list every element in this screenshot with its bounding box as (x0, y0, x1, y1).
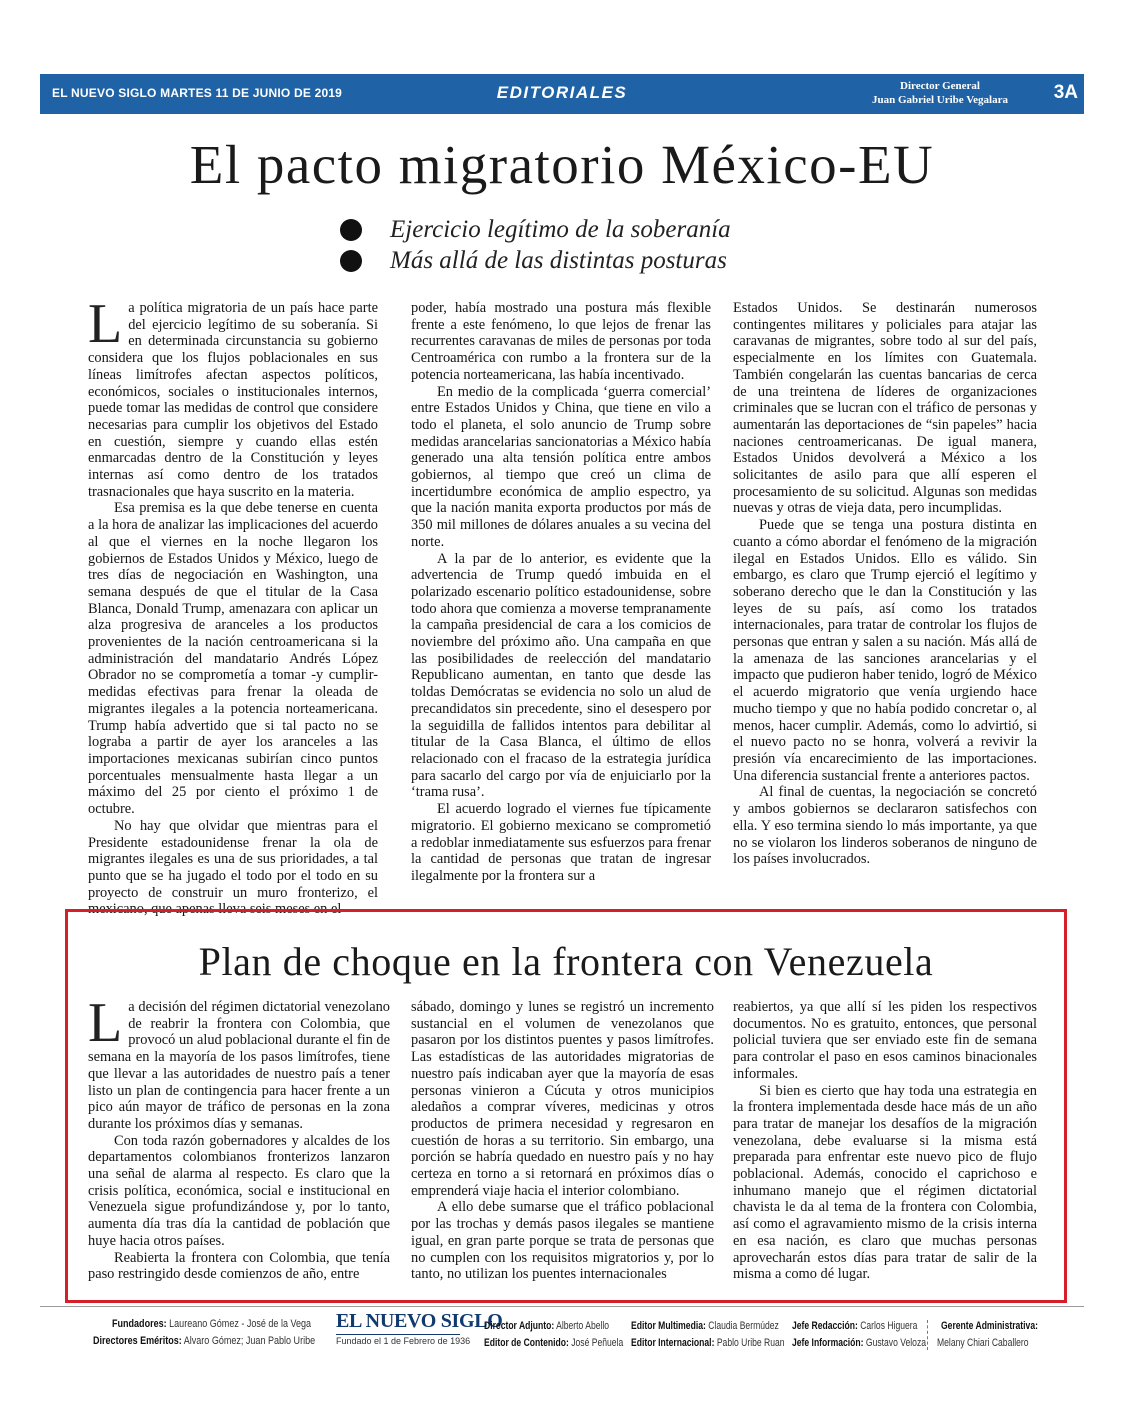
paragraph: a política migratoria de un país hace parte del ejercicio legítimo de su soberanía. Si en determinada circunstancia su gobierno considera que los flujos poblacionales en sus líneas limítrofes afectan aspectos políticos, económicos, sociales o institucionales internos, puede tomar las medidas de control que considere necesarias para cumplir los objetivos del Estado en cuestión, siempre y cuando ellas estén enmarcadas dentro de la Constitución y leyes internas así como dentro de los tratados trasnacionales que haya suscrito en la materia. (88, 300, 378, 500)
founders-label: Fundadores: (112, 1318, 167, 1330)
editorial2-headline: Plan de choque en la frontera con Venezuela (198, 939, 934, 984)
paragraph: a decisión del régimen dictatorial venezolano de reabrir la frontera con Colombia, que provocó un alud poblacional durante el fin de semana en la mayoría de los pasos limítrofes, tiene que llevar a las autoridades de nuestro país a tener listo un plan de contingencia para hacer frente a un pico aún mayor de tráfico de personas en la zona durante los próximos días y semanas. (88, 999, 390, 1132)
emeritus-label: Directores Eméritos: (93, 1335, 182, 1347)
director-adjunto-credit (484, 1320, 609, 1332)
credit-name: Pablo Uribe Ruan (716, 1337, 785, 1349)
drop-cap: L (88, 293, 123, 355)
paragraph: sábado, domingo y lunes se registró un incremento sustancial en el volumen de venezolanos que pasaron por los distintos puentes y pasos limítrofes. Las estadísticas de las autoridades migratorias de nuestro país indicaban ayer que la mayoría de esas personas vinieron a Cúcuta y otros municipios aledaños a comprar víveres, medicinas y otros productos de primera necesidad y regresaron en cuestión de horas a su territorio. Sin embargo, una porción se habría quedado en nuestro país y no hay certeza en torno a si retornará en próximos días o emprenderá viaje hacia el interior colombiano. (411, 999, 714, 1199)
subhead-text: Ejercicio legítimo de la soberanía (390, 216, 731, 243)
paragraph: Estados Unidos. Se destinarán numerosos contingentes militares y policiales para atajar las caravanas de migrantes, sobre todo al sur del país, especialmente en los límites con Guatemala. También congelarán las cuentas bancarias de cerca de una treintena de líderes de organizaciones criminales que se lucran con el tráfico de personas y aumentarán las deportaciones de “sin papeles” hacia naciones centroamericanas. De igual manera, Estados Unidos devolverá a México a los solicitantes de asilo para que allí esperen el procesamiento de su solicitud. Algunas son medidas nuevas y otras de vieja data, pero incumplidas. (733, 300, 1037, 517)
editor-internacional-credit (631, 1337, 785, 1349)
masthead-date: EL NUEVO SIGLO MARTES 11 DE JUNIO DE 2019 (52, 86, 343, 100)
paragraph: No hay que olvidar que mientras para el Presidente estadounidense frenar la ola de migrantes ilegales es una de sus prioridades, a tal punto que se ha jugado el todo por el todo en su proyecto de construir un muro fronterizo, el mexicano, que apenas lleva seis meses en el (88, 817, 378, 918)
footer-divider (927, 1320, 928, 1350)
credit-name: Claudia Bermúdez (708, 1320, 779, 1332)
credit-label: Gerente Administrativa: (941, 1320, 1038, 1332)
founded-date: Fundado el 1 de Febrero de 1936 (336, 1336, 471, 1346)
bullet-icon (340, 250, 362, 272)
editorial-headline: El pacto migratorio México-EU (189, 134, 935, 195)
credit-name: Carlos Higuera (860, 1320, 918, 1332)
credit-label: Director Adjunto: (484, 1320, 555, 1332)
credit-name: Gustavo Veloza (865, 1337, 927, 1349)
editor-multimedia-credit (631, 1320, 779, 1332)
masthead-bar (40, 74, 1084, 114)
credit-label: Jefe Redacción: (792, 1320, 858, 1332)
gerente-name: Melany Chiari Caballero (937, 1337, 1029, 1349)
gerente-label (941, 1320, 1038, 1332)
credit-label: Editor de Contenido: (484, 1337, 569, 1349)
credit-label: Editor Internacional: (631, 1337, 715, 1349)
jefe-informacion-credit (792, 1337, 926, 1349)
paragraph: reabiertos, ya que allí sí les piden los respectivos documentos. No es gratuito, entonces, que personal policial tuviera que ser enviado este fin de semana para controlar el paso en esos caminos binacionales informales. (733, 999, 1037, 1082)
paragraph: Reabierta la frontera con Colombia, que tenía paso restringido desde comienzos de año, entre (88, 1249, 390, 1283)
editorial2-column-1 (88, 992, 390, 1283)
editorial1-column-2 (411, 300, 711, 885)
paragraph: poder, había mostrado una postura más flexible frente a este fenómeno, lo que lejos de frenar las recurrentes caravanas de miles de personas por toda Centroamérica con rumbo a la frontera sur de la potencia norteamericana, las había incentivado. (411, 300, 711, 383)
paragraph: A ello debe sumarse que el tráfico poblacional por las trochas y demás pasos ilegales se mantiene igual, en gran parte porque se trata de personas que no cumplen con los requisitos migratorios y, por lo tanto, no utilizan los puentes internacionales (411, 1199, 714, 1283)
emeritus-names: Alvaro Gómez; Juan Pablo Uribe (183, 1335, 316, 1347)
footer-rule (40, 1306, 1084, 1307)
page-number: 3A (1053, 82, 1078, 103)
founders-credit (112, 1318, 311, 1330)
credit-label: Editor Multimedia: (631, 1320, 706, 1332)
subhead (340, 214, 731, 245)
paragraph: Si bien es cierto que hay toda una estrategia en la frontera implementada desde hace más de un año para tratar de manejar los desafíos de la migración venezolana, debe evaluarse si la misma está preparada para enfrentar este nuevo pico de flujo poblacional. Además, conocido el caprichoso e inhumano manejo que el régimen dictatorial chavista le da al tema de la frontera con Colombia, así como el agravamiento mismo de la crisis interna en esa nación, es claro que muchas personas aprovecharán estos días para tratar de salir de la misma a como dé lugar. (733, 1082, 1037, 1283)
bullet-icon (340, 219, 362, 241)
credit-label: Jefe Información: (792, 1337, 864, 1349)
editorial1-column-3 (733, 300, 1037, 868)
subheads (340, 214, 731, 276)
editorial2-column-3 (733, 999, 1037, 1283)
founders-names: Laureano Gómez - José de la Vega (169, 1318, 312, 1330)
director-credit (872, 79, 1008, 107)
editorial2-column-2 (411, 999, 714, 1283)
paragraph: El acuerdo logrado el viernes fue típicamente migratorio. El gobierno mexicano se comprometió a redoblar inmediatamente sus esfuerzos para frenar la cantidad de personas que tratan de ingresar ilegalmente por la frontera sur a (411, 801, 711, 884)
emeritus-credit (93, 1335, 315, 1347)
subhead (340, 245, 731, 276)
subhead-text: Más allá de las distintas posturas (390, 247, 727, 274)
editor-contenido-credit (484, 1337, 623, 1349)
editorial1-column-1 (88, 293, 378, 918)
paragraph: A la par de lo anterior, es evidente que la advertencia de Trump quedó imbuida en el polarizado escenario político estadounidense, sobre todo ahora que comienza a moverse tempranamente la campaña presidencial de cara a los comicios de noviembre del próximo año. Una campaña en que las posibilidades de reelección del mandatario Republicano aumentan, en tanto que desde las toldas Demócratas se evidencia no solo un alud de precandidatos sin precedente, sino el desespero por la seguidilla de fallidos intentos para debilitar al titular de la Casa Blanca, el último de ellos relacionado con el fracaso de la estrategia jurídica para sacarlo del cargo por vía de enjuiciarlo por la ‘trama rusa’. (411, 550, 711, 801)
jefe-redaccion-credit (792, 1320, 917, 1332)
section-title: EDITORIALES (496, 83, 628, 102)
logo-underline (336, 1334, 460, 1335)
credit-name: José Peñuela (571, 1337, 624, 1349)
drop-cap: L (88, 992, 123, 1054)
paragraph: Puede que se tenga una postura distinta en cuanto a cómo abordar el fenómeno de la migración ilegal en Estados Unidos. Ello es válido. Sin embargo, es claro que Trump ejerció el legítimo y soberano derecho que le dan la Constitución y las leyes de su país, así como los tratados internacionales, para tratar de controlar los flujos de personas que entran y salen a su nación. Más allá de la amenaza de las sanciones arancelarias y el impacto que pudieron haber tenido, logró de México el acuerdo migratorio que venía urgiendo hace mucho tiempo y que no había podido concretar o, al menos, hacer cumplir. Además, como lo advirtió, si el nuevo pacto no se honra, volverá a revivir la presión vía encarecimiento de las importaciones. Una diferencia sustancial frente a anteriores pactos. (733, 517, 1037, 784)
paragraph: En medio de la complicada ‘guerra comercial’ entre Estados Unidos y China, que tiene en vilo a todo el planeta, el solo anuncio de Trump sobre medidas arancelarias sancionatorias a México había generado una alta tensión política entre ambos gobiernos, al tiempo que creó un clima de incertidumbre económica de amplio espectro, ya que la nación manita exporta productos por más de 350 mil millones de dólares anuales a su vecina del norte. (411, 383, 711, 550)
credit-name: Alberto Abello (556, 1320, 610, 1332)
director-label: Director General (900, 80, 980, 92)
newspaper-logo: EL NUEVO SIGLO (336, 1310, 503, 1332)
paragraph: Esa premisa es la que debe tenerse en cuenta a la hora de analizar las implicaciones del acuerdo al que el viernes en la noche llegaron los gobiernos de Estados Unidos y México, luego de tres días de negociación en Washington, una semana después de que el titular de la Casa Blanca, Donald Trump, amenazara con aplicar un alza progresiva de aranceles a los productos provenientes de la nación centroamericana si la administración del mandatario Andrés López Obrador no se comprometía a tomar -y cumplir- medidas efectivas para frenar la oleada de migrantes ilegales a la potencia norteamericana. Trump había advertido que si tal pacto no se lograba a partir de ayer los aranceles a las importaciones mexicanas subirían cinco puntos porcentuales mensualmente hasta llegar a un máximo del 25 por ciento el próximo 1 de octubre. (88, 500, 378, 818)
paragraph: Con toda razón gobernadores y alcaldes de los departamentos colombianos fronterizos lanzaron una señal de alarma al respecto. Es claro que la crisis política, económica, social e institucional en Venezuela sigue profundizándose y, por lo tanto, aumenta día tras día la cantidad de población que huye hacia otros países. (88, 1132, 390, 1249)
director-name: Juan Gabriel Uribe Vegalara (872, 94, 1008, 106)
paragraph: Al final de cuentas, la negociación se concretó y ambos gobiernos se declararon satisfechos con ella. Y eso termina siendo lo más importante, ya que no se violaron los linderos soberanos de ninguno de los países involucrados. (733, 784, 1037, 868)
